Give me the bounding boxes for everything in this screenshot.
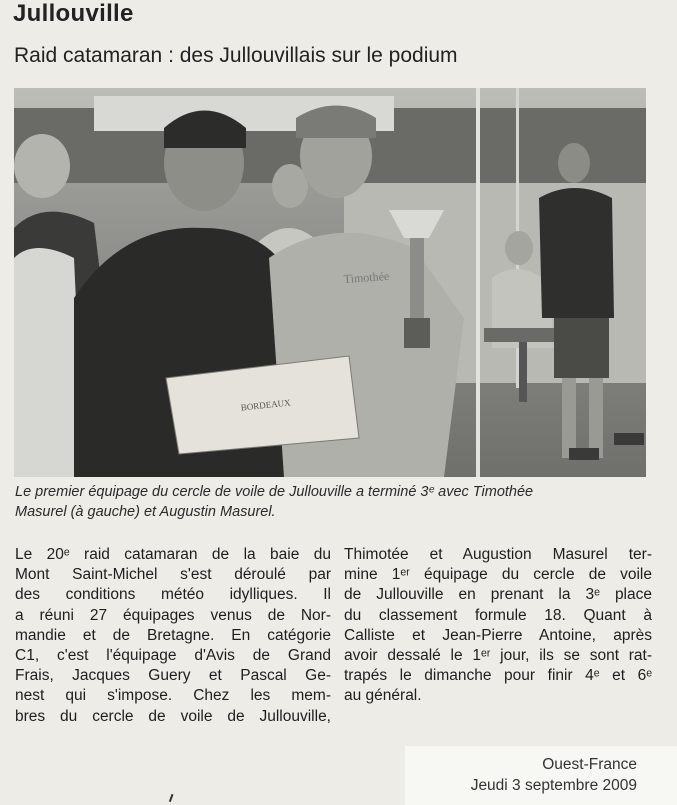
body-line: nest qui s'impose. Chez les mem- [15,687,331,705]
source-box [405,746,677,805]
body-column-right [344,545,652,707]
body-line: trapés le dimanche pour finir 4ᵉ et 6ᵉ [344,667,652,685]
body-line: du classement formule 18. Quant à [344,606,652,624]
article-photo [14,88,646,477]
body-line: Mont Saint-Michel s'est déroulé par [15,566,331,584]
caption-line: Masurel (à gauche) et Augustin Masurel. [15,504,276,520]
body-line: a réuni 27 équipages venus de Nor- [15,606,331,624]
body-line: mine 1ᵉʳ équipage du cercle de voile [344,566,652,584]
stray-mark [169,794,179,804]
shirt-print: Timothée [343,268,390,286]
body-line: de Jullouville en prenant la 3ᵉ place [344,586,652,604]
body-line: Calliste et Jean-Pierre Antoine, après [344,626,652,644]
body-line: Thimotée et Augustion Masurel ter- [344,546,652,563]
headline: Raid catamaran : des Jullouvillais sur le podium [14,44,458,67]
body-line: C1, c'est l'équipage d'Avis de Grand [15,647,331,665]
body-line: Frais, Jacques Guery et Pascal Ge- [15,667,331,685]
body-line: Le 20ᵉ raid catamaran de la baie du [15,546,331,563]
caption-line: Le premier équipage du cercle de voile de Jullouville a terminé 3ᵉ avec Timothée [15,484,534,500]
body-line: des conditions météo idylliques. Il [15,586,331,604]
body-column-left [15,545,331,727]
publication-date: Jeudi 3 septembre 2009 [470,777,637,794]
body-line: avoir dessalé le 1ᵉʳ jour, ils se sont rat- [344,647,652,665]
photo-caption [15,482,655,522]
section-title: Jullouville [13,0,134,27]
body-line: au général. [344,687,422,705]
body-line: mandie et de Bretagne. En catégorie [15,626,331,644]
body-line: bres du cercle de voile de Jullouville, [15,707,331,725]
source-name: Ouest-France [542,756,637,773]
wine-box-label: BORDEAUX [240,397,292,413]
